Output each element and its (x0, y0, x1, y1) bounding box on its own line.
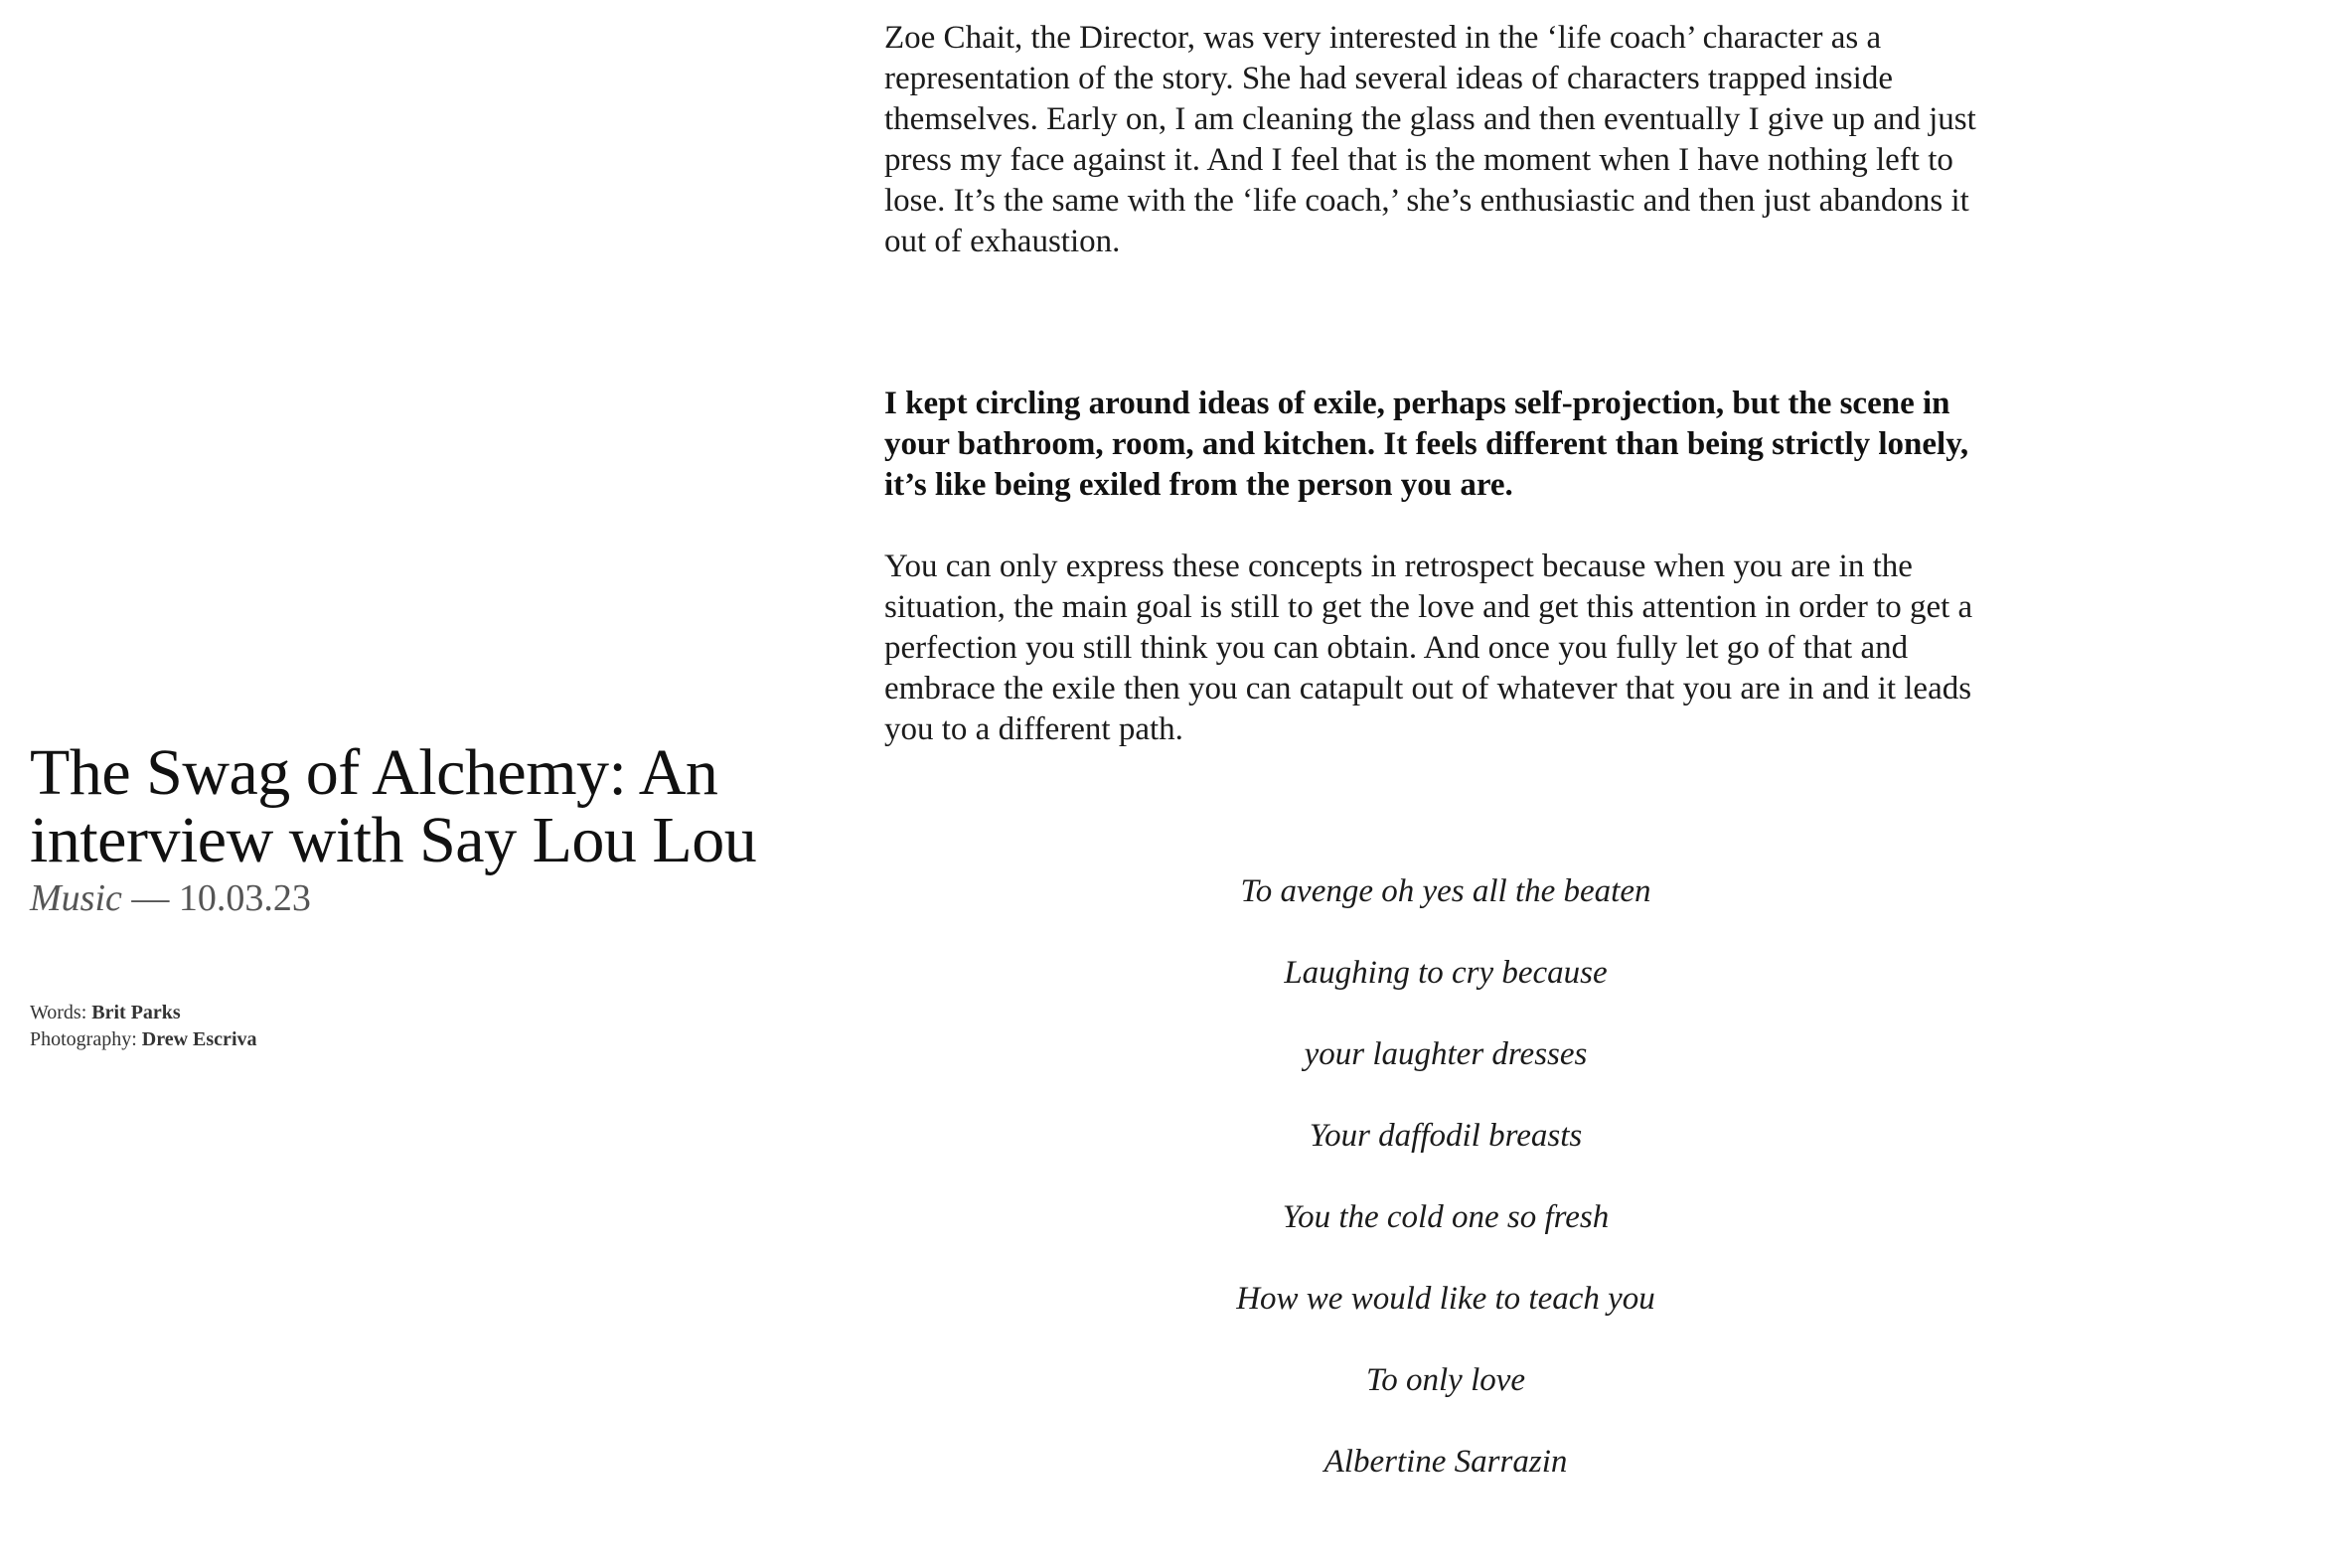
poem-line: Laughing to cry because (1284, 955, 1608, 991)
poem-quote (884, 871, 2007, 1483)
article-date: 10.03.23 (178, 877, 311, 919)
credit-photography (30, 1026, 785, 1053)
credit-words-label: Words: (30, 1002, 92, 1023)
poem-attribution: Albertine Sarrazin (1323, 1444, 1568, 1480)
poem-line: To only love (1365, 1362, 1526, 1398)
article-meta (30, 876, 785, 920)
article-credits (30, 1000, 785, 1053)
credit-words-name: Brit Parks (91, 1002, 181, 1023)
article-header (30, 736, 785, 1053)
poem-line: To avenge oh yes all the beaten (1240, 873, 1651, 909)
article-title: The Swag of Alchemy: An interview with Say Lou Lou (30, 736, 757, 876)
article-body (884, 18, 2007, 1523)
poem-line: Your daffodil breasts (1309, 1118, 1583, 1154)
credit-words (30, 1000, 785, 1026)
article-category[interactable]: Music (30, 877, 122, 919)
credit-photography-label: Photography: (30, 1028, 142, 1050)
credit-photography-name: Drew Escriva (141, 1028, 257, 1050)
interview-answer: You can only express these concepts in retrospect because when you are in the situation, the main goal is still to get the love and get this attention in order to get a perfection you still think you can obtain. And once you fully let go of that and embrace the exile then you can catapult out of whatever that you are in and it leads you to a different path. (884, 549, 1973, 747)
poem-line: You the cold one so fresh (1282, 1199, 1610, 1235)
meta-separator: — (121, 877, 179, 919)
poem-line: your laughter dresses (1304, 1036, 1588, 1072)
intro-paragraph: Zoe Chait, the Director, was very interested in the ‘life coach’ character as a representation of the story. She had several ideas of characters trapped inside themselves. Early on, I am cleaning the glass and then eventually I give up and just press my face against it. And I feel that is the moment when I have nothing left to lose. It’s the same with the ‘life coach,’ she’s enthusiastic and then just abandons it out of exhaustion. (884, 20, 1976, 259)
poem-line: How we would like to teach you (1236, 1281, 1655, 1317)
interview-question: I kept circling around ideas of exile, perhaps self-projection, but the scene in your bathroom, room, and kitchen. It feels different than being strictly lonely, it’s like being exiled from the person you are. (884, 386, 1969, 503)
